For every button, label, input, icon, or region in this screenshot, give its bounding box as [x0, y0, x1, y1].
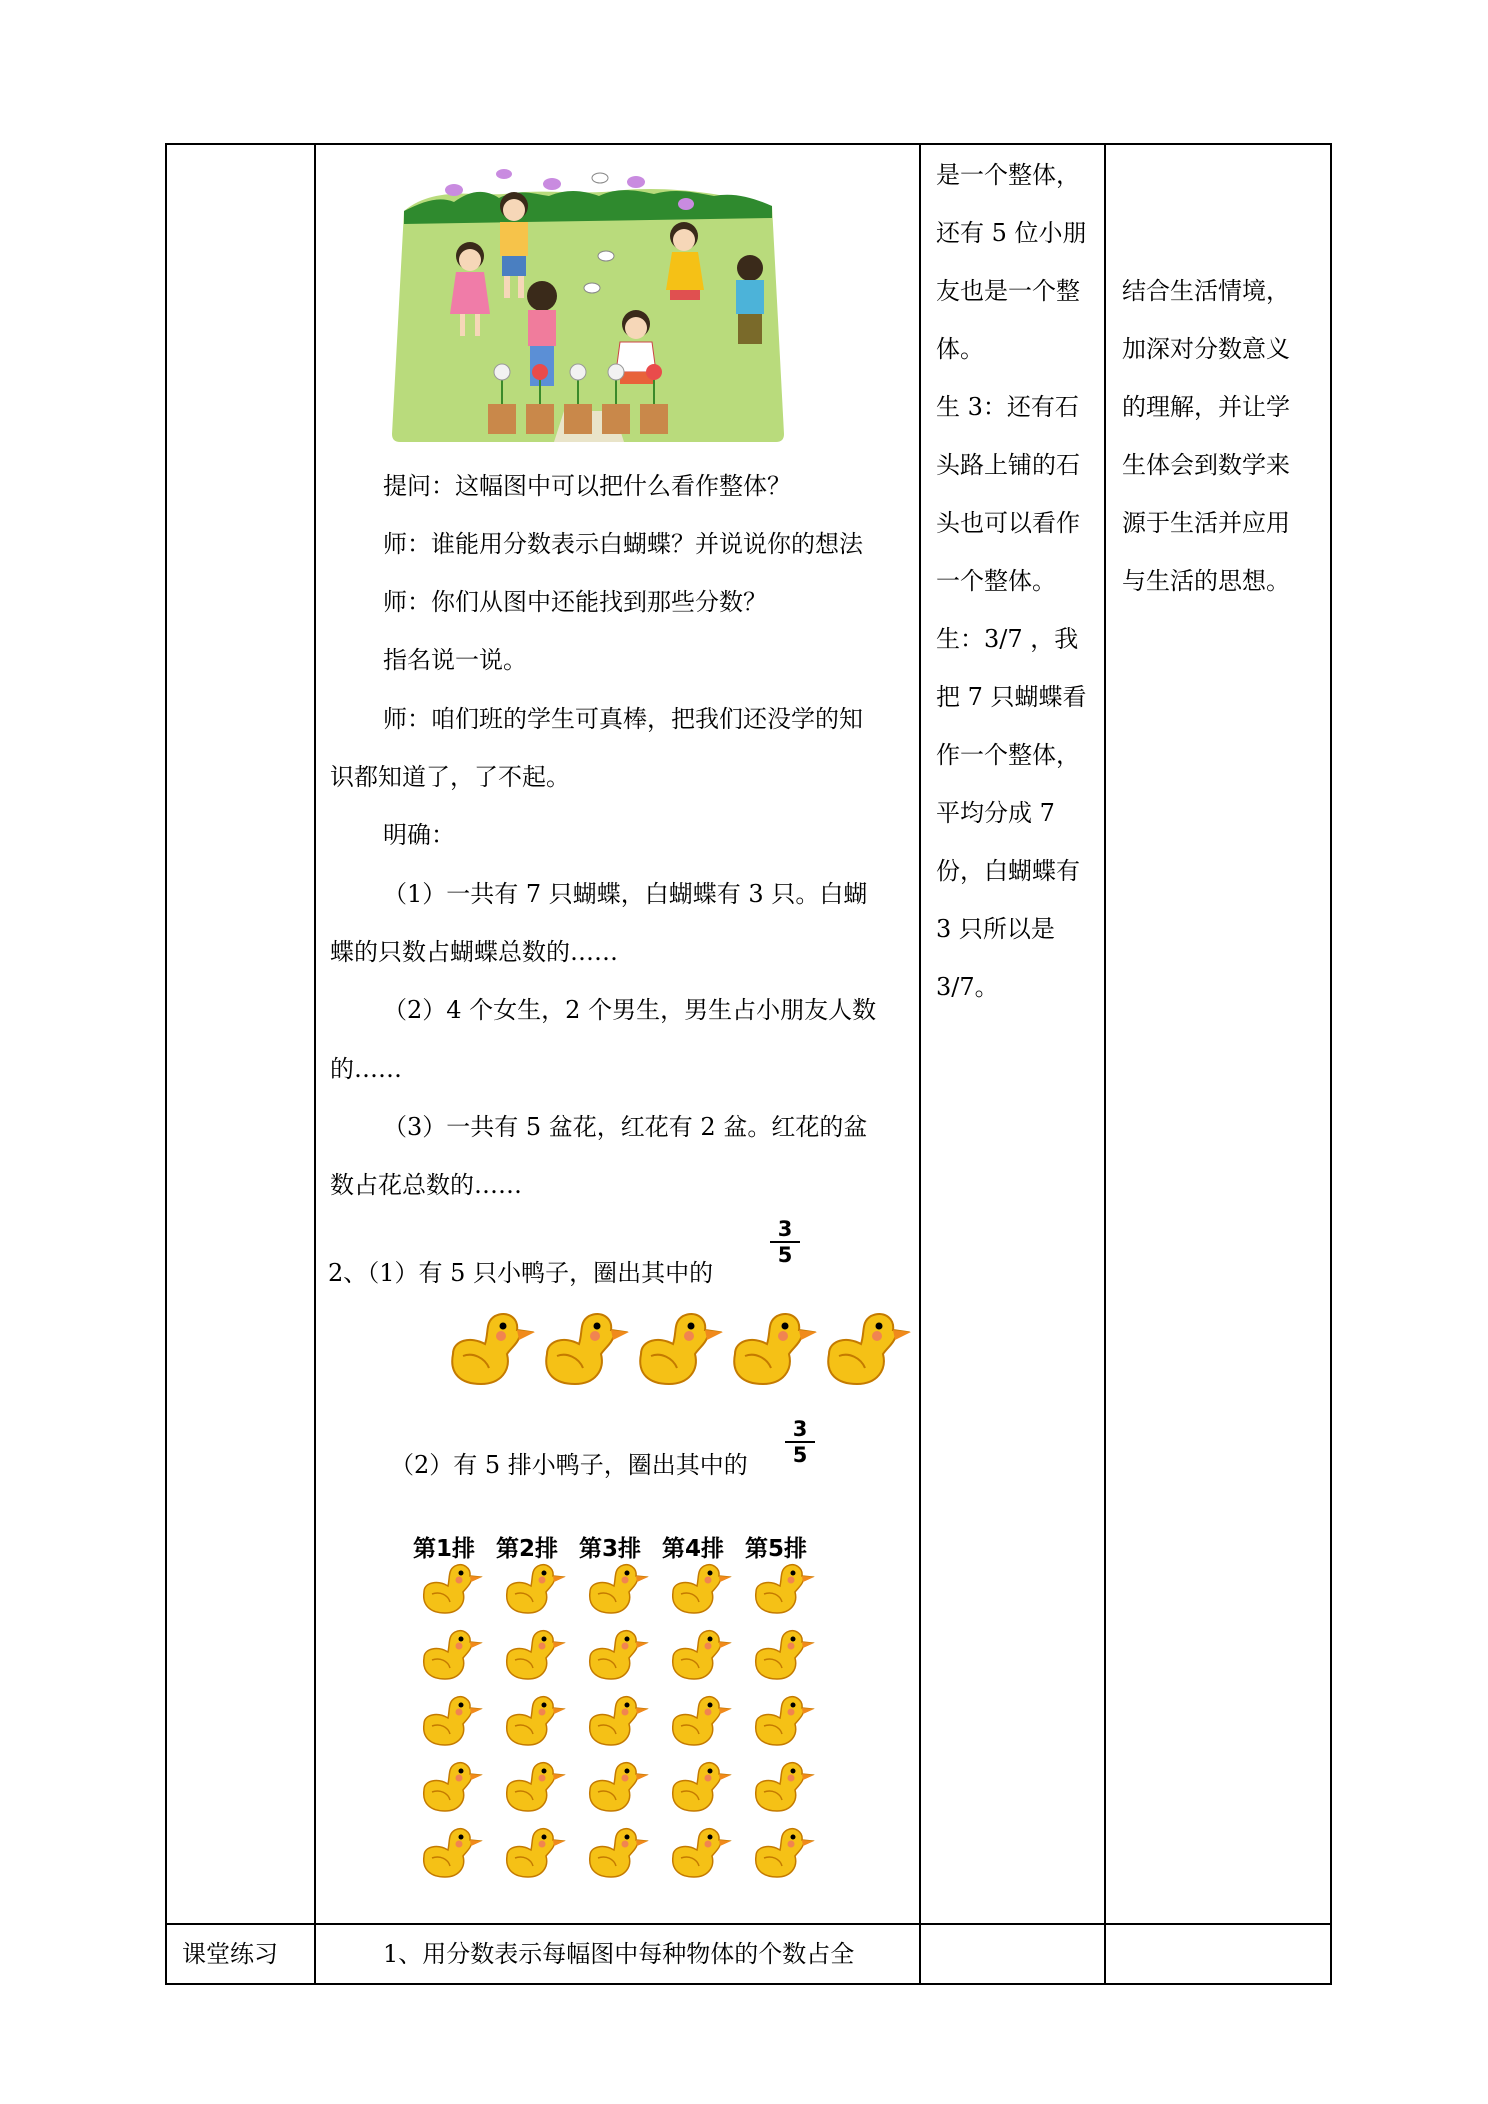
teacher-line: 识都知道了，了不起。 [330, 763, 570, 791]
grid-duck [673, 1763, 731, 1811]
teacher-line: 蝶的只数占蝴蝶总数的…… [330, 938, 618, 966]
grid-duck [590, 1829, 648, 1877]
student-line: 平均分成 7 [936, 799, 1055, 827]
exercise-question-1: 2、（1）有 5 只小鸭子，圈出其中的 [328, 1259, 714, 1287]
student-line: 一个整体。 [936, 567, 1056, 595]
duck-1 [452, 1314, 535, 1384]
teacher-line: 的…… [330, 1055, 402, 1083]
grid-duck [756, 1697, 814, 1745]
teacher-line: 提问：这幅图中可以把什么看作整体？ [383, 472, 791, 500]
fraction-numerator: 3 [777, 1217, 793, 1241]
table-divider-1 [314, 143, 316, 1985]
teacher-line: 指名说一说。 [383, 646, 527, 674]
student-line: 是一个整体， [936, 161, 1080, 189]
grid-duck [756, 1565, 814, 1613]
grid-duck [756, 1631, 814, 1679]
grid-duck [673, 1565, 731, 1613]
children-meadow-illustration [384, 166, 792, 442]
table-border-left [165, 143, 167, 1985]
student-line: 3/7。 [936, 973, 999, 1001]
table-border-bottom [165, 1983, 1332, 1985]
teacher-line: （2）4 个女生，2 个男生，男生占小朋友人数 [383, 996, 877, 1024]
table-border-top [165, 143, 1332, 145]
fraction-denominator: 5 [792, 1443, 808, 1467]
duck-5 [828, 1314, 911, 1384]
grid-duck [590, 1697, 648, 1745]
exercise-question-2: （2）有 5 排小鸭子，圈出其中的 [390, 1451, 748, 1479]
intent-line: 加深对分数意义 [1122, 335, 1290, 363]
teacher-line: 师：咱们班的学生可真棒，把我们还没学的知 [383, 705, 863, 733]
grid-duck [424, 1697, 482, 1745]
fraction-three-fifths [770, 1218, 800, 1266]
table-divider-3 [1104, 143, 1106, 1985]
teacher-line: （1）一共有 7 只蝴蝶，白蝴蝶有 3 只。白蝴 [383, 880, 868, 908]
grid-duck [590, 1631, 648, 1679]
row-label: 第4排 [662, 1536, 725, 1562]
intent-line: 源于生活并应用 [1122, 509, 1290, 537]
child-boy-blue [736, 255, 764, 344]
intent-line: 结合生活情境， [1122, 277, 1290, 305]
table-divider-2 [919, 143, 921, 1985]
duck-row-labels [413, 1530, 833, 1560]
grid-duck [756, 1829, 814, 1877]
student-line: 把 7 只蝴蝶看 [936, 683, 1087, 711]
grid-duck [507, 1697, 565, 1745]
grid-duck [424, 1763, 482, 1811]
student-line: 头也可以看作 [936, 509, 1080, 537]
grid-duck [424, 1631, 482, 1679]
intent-line: 的理解，并让学 [1122, 393, 1290, 421]
teacher-line: 师：谁能用分数表示白蝴蝶？并说说你的想法 [383, 530, 863, 558]
intent-line: 与生活的思想。 [1122, 567, 1290, 595]
duck-grid [420, 1562, 820, 1902]
student-line: 3 只所以是 [936, 915, 1055, 943]
grid-duck [507, 1565, 565, 1613]
student-line: 份，白蝴蝶有 [936, 857, 1080, 885]
student-line: 生：3/7 ，我 [936, 625, 1079, 653]
table-border-right [1330, 143, 1332, 1985]
teacher-line: 数占花总数的…… [330, 1171, 522, 1199]
grid-duck [424, 1829, 482, 1877]
grid-duck [590, 1565, 648, 1613]
row-label: 第5排 [745, 1536, 808, 1562]
duck-row [445, 1310, 905, 1390]
grid-duck [673, 1829, 731, 1877]
teacher-line: 师：你们从图中还能找到那些分数？ [383, 588, 767, 616]
row-label: 第2排 [496, 1536, 559, 1562]
student-line: 友也是一个整 [936, 277, 1080, 305]
row-label: 第1排 [413, 1536, 476, 1562]
practice-question-1: 1、用分数表示每幅图中每种物体的个数占全 [383, 1940, 855, 1968]
duck-3 [640, 1314, 723, 1384]
student-line: 生 3：还有石 [936, 393, 1079, 421]
duck-2 [546, 1314, 629, 1384]
row-label: 第3排 [579, 1536, 642, 1562]
grid-duck [590, 1763, 648, 1811]
grid-duck [507, 1829, 565, 1877]
grid-duck [756, 1763, 814, 1811]
grid-duck [507, 1631, 565, 1679]
intent-line: 生体会到数学来 [1122, 451, 1290, 479]
grid-duck [424, 1565, 482, 1613]
teacher-line: （3）一共有 5 盆花，红花有 2 盆。红花的盆 [383, 1113, 868, 1141]
grid-duck [507, 1763, 565, 1811]
fraction-denominator: 5 [777, 1243, 793, 1267]
fraction-three-fifths [785, 1418, 815, 1466]
student-line: 头路上铺的石 [936, 451, 1080, 479]
grid-duck [673, 1631, 731, 1679]
duck-4 [734, 1314, 817, 1384]
fraction-numerator: 3 [792, 1417, 808, 1441]
student-line: 作一个整体， [936, 741, 1080, 769]
teacher-line: 明确： [383, 821, 455, 849]
student-line: 体。 [936, 335, 984, 363]
row-label-classroom-practice: 课堂练习 [182, 1940, 278, 1968]
grid-duck [673, 1697, 731, 1745]
student-line: 还有 5 位小朋 [936, 219, 1087, 247]
